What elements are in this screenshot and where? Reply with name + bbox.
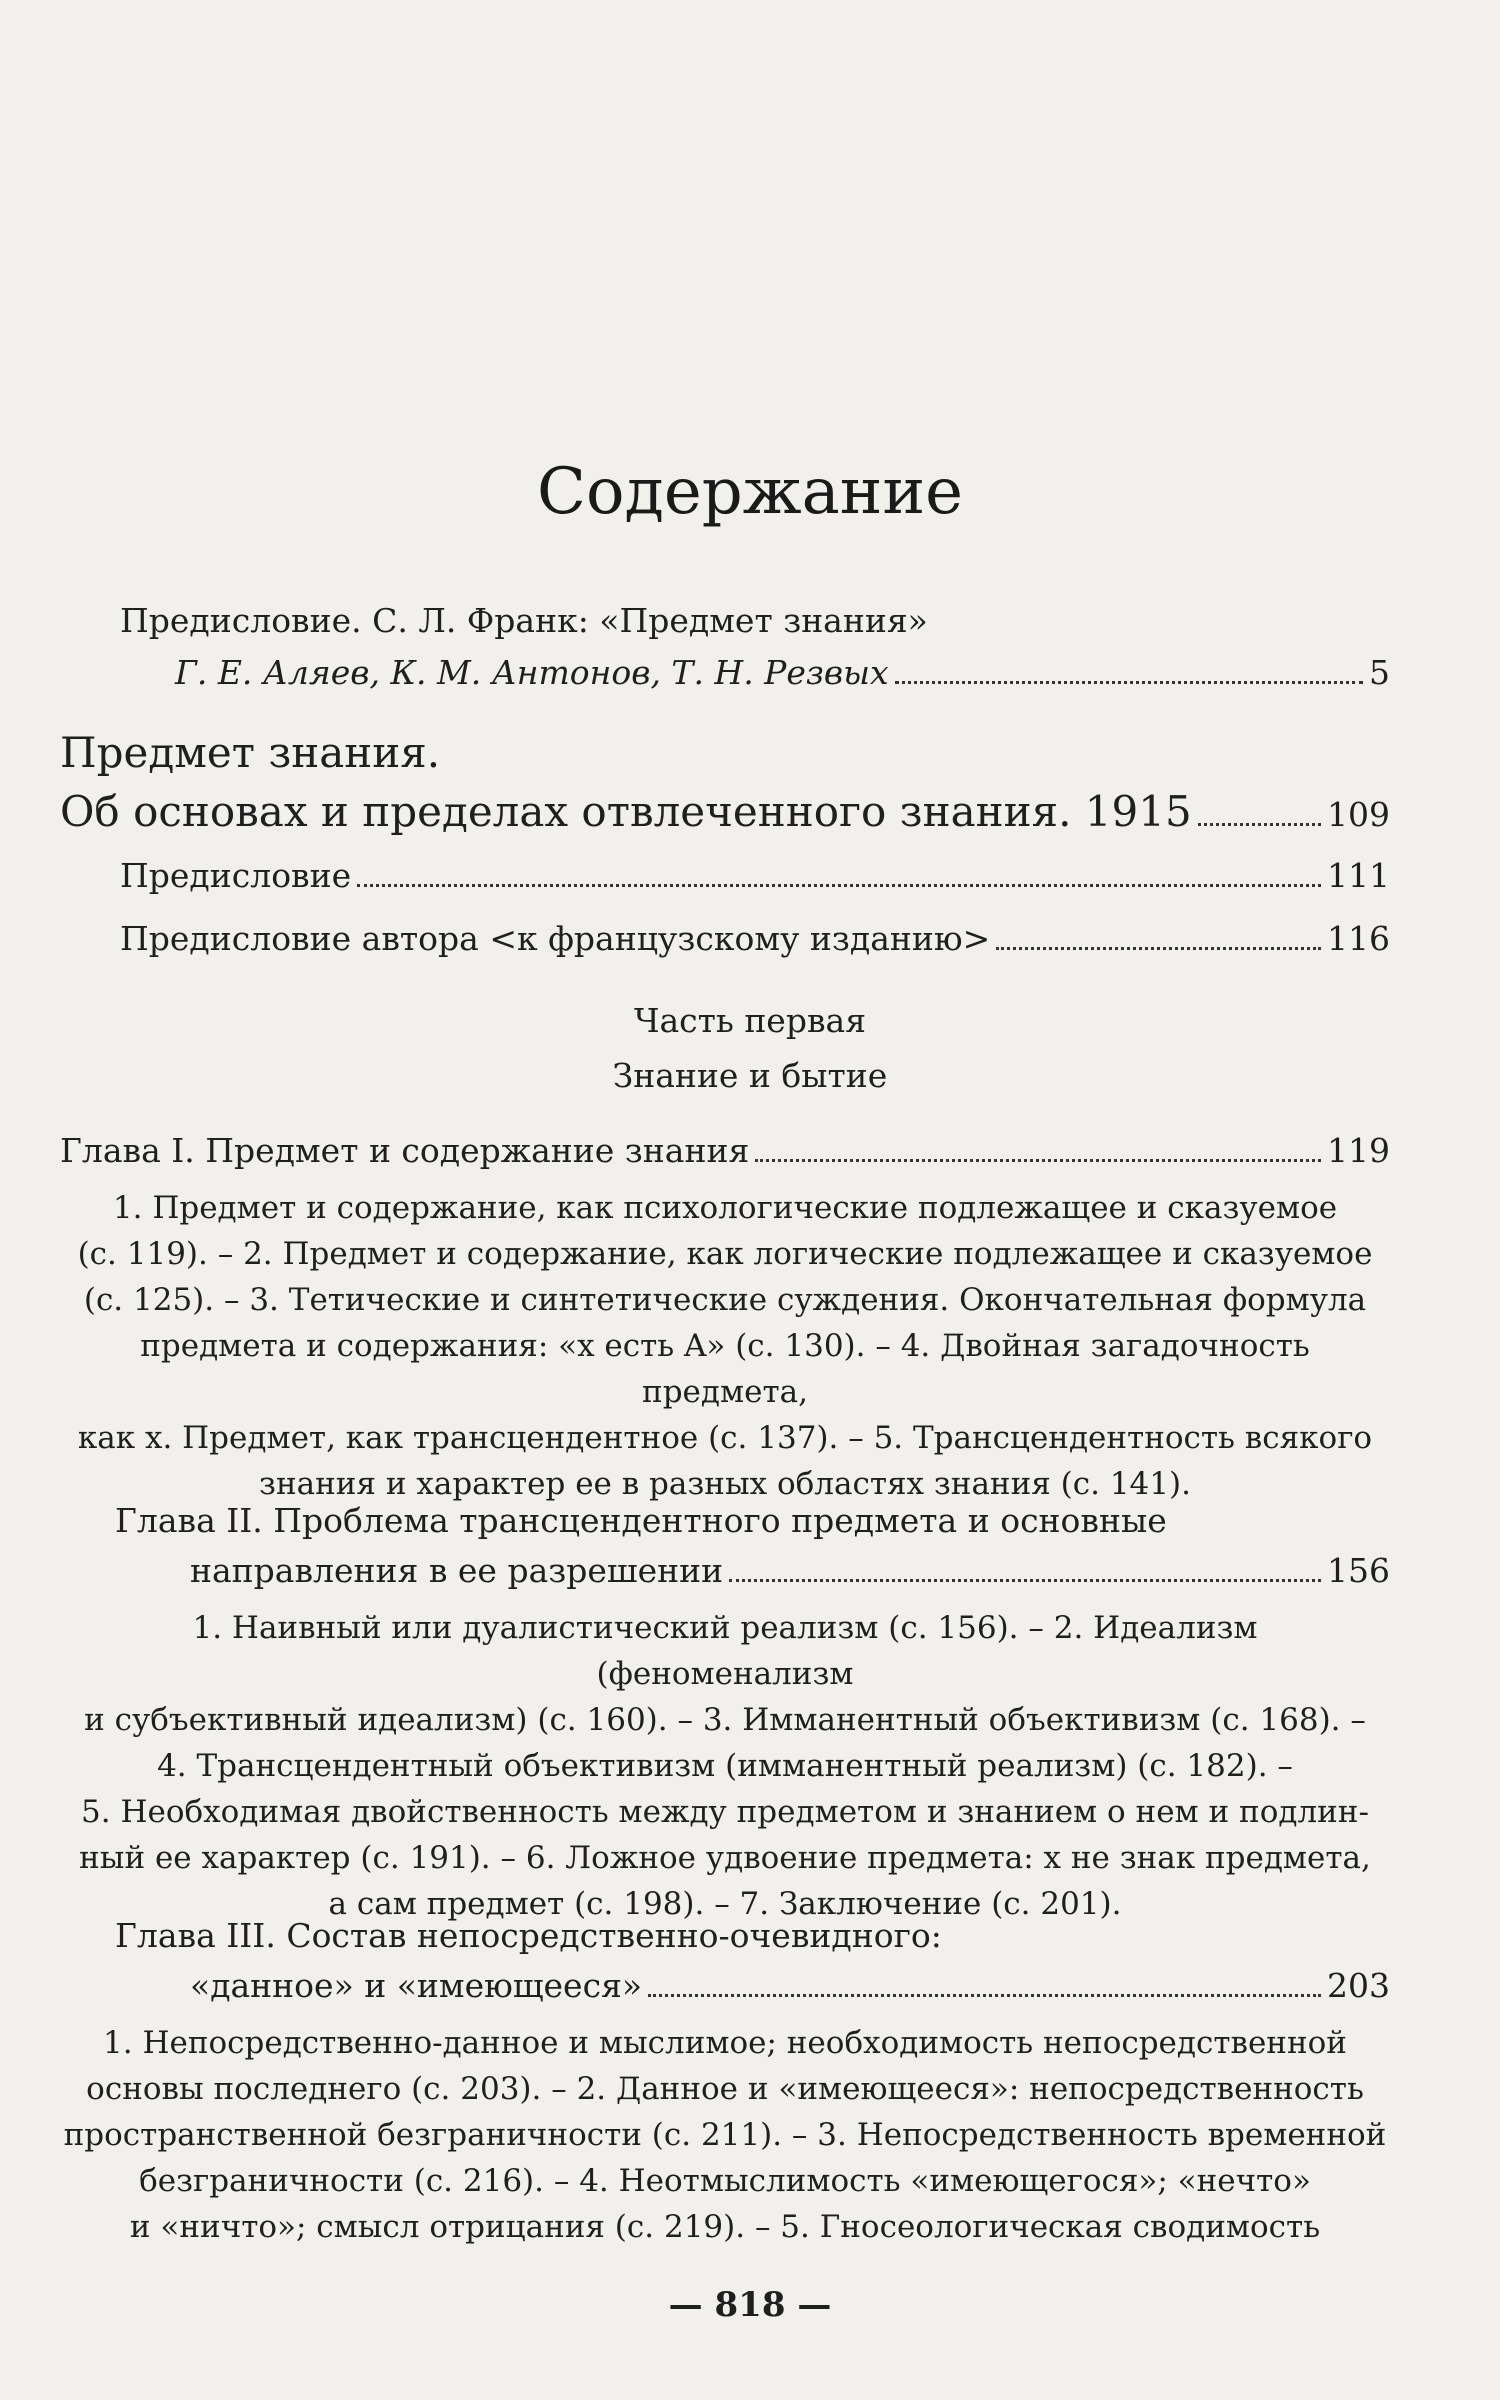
toc-page-number: 111 <box>1327 856 1390 895</box>
summary-line: основы последнего (с. 203). – 2. Данное и «имеющееся»: непосредственность <box>86 2071 1364 2107</box>
toc-chapter-2-label: Глава II. Проблема трансцендентного предмета и основные <box>115 1501 1167 1540</box>
toc-label: направления в ее разрешении <box>190 1551 724 1590</box>
toc-page-number: 116 <box>1327 919 1390 958</box>
toc-page-number: 109 <box>1327 795 1390 834</box>
summary-line: безграничности (с. 216). – 4. Неотмыслимость «имеющегося»; «нечто» <box>139 2163 1311 2199</box>
toc-preface-label: Предисловие. С. Л. Франк: «Предмет знания» <box>120 601 928 640</box>
toc-authors: Г. Е. Аляев, К. М. Антонов, Т. Н. Резвых <box>175 653 889 692</box>
summary-line: и «ничто»; смысл отрицания (с. 219). – 5. Гносеологическая сводимость <box>129 2209 1321 2245</box>
leader-dots <box>648 1994 1321 1997</box>
toc-chapter-3 <box>190 1965 1390 2007</box>
summary-line: 1. Предмет и содержание, как психологические подлежащее и сказуемое <box>112 1190 1338 1226</box>
chapter-1-summary <box>60 1185 1390 1507</box>
toc-label: Предисловие автора <к французскому изданию> <box>120 919 991 958</box>
chapter-2-summary <box>60 1605 1390 1927</box>
summary-line: 1. Наивный или дуалистический реализм (с. 156). – 2. Идеализм (феноменализм <box>192 1610 1258 1692</box>
toc-page-number: 119 <box>1327 1131 1390 1170</box>
summary-line: а сам предмет (с. 198). – 7. Заключение (с. 201). <box>328 1886 1122 1922</box>
summary-line: 4. Трансцендентный объективизм (имманентный реализм) (с. 182). – <box>157 1748 1293 1784</box>
leader-dots <box>729 1579 1321 1582</box>
toc-label: «данное» и «имеющееся» <box>190 1966 643 2005</box>
leader-dots <box>755 1159 1321 1162</box>
toc-author-preface <box>120 918 1390 960</box>
page-number: — 818 — <box>668 2285 832 2325</box>
summary-line: предмета и содержания: «x есть A» (с. 130). – 4. Двойная загадочность предмета, <box>140 1328 1310 1410</box>
toc-preface2 <box>120 855 1390 897</box>
toc-chapter-3-label: Глава III. Состав непосредственно-очевидного: <box>115 1916 942 1955</box>
summary-line: знания и характер ее в разных областях знания (с. 141). <box>259 1466 1191 1502</box>
summary-line: как x. Предмет, как трансцендентное (с. 137). – 5. Трансцендентность всякого <box>77 1420 1373 1456</box>
leader-dots <box>1198 823 1321 826</box>
summary-line: пространственной безграничности (с. 211). – 3. Непосредственность временной <box>63 2117 1387 2153</box>
toc-label: Глава I. Предмет и содержание знания <box>60 1131 750 1170</box>
leader-dots <box>357 884 1321 887</box>
chapter-3-summary <box>60 2020 1390 2250</box>
summary-line: 5. Необходимая двойственность между предметом и знанием о нем и подлин- <box>81 1794 1369 1830</box>
toc-page-number: 203 <box>1327 1966 1390 2005</box>
toc-work-title-2 <box>60 787 1390 840</box>
toc-chapter-1 <box>60 1130 1390 1172</box>
toc-preface-authors <box>175 652 1390 694</box>
summary-line: (с. 119). – 2. Предмет и содержание, как логические подлежащее и сказуемое <box>77 1236 1373 1272</box>
leader-dots <box>996 947 1321 950</box>
toc-part-label: Часть первая <box>633 1001 867 1040</box>
summary-line: ный ее характер (с. 191). – 6. Ложное удвоение предмета: x не знак предмета, <box>79 1840 1371 1876</box>
leader-dots <box>895 681 1363 684</box>
toc-work-subtitle: Об основах и пределах отвлеченного знания. 1915 <box>60 787 1192 836</box>
summary-line: (с. 125). – 3. Тетические и синтетические суждения. Окончательная формула <box>83 1282 1367 1318</box>
toc-label: Предисловие <box>120 856 352 895</box>
page-title: Содержание <box>537 455 963 529</box>
toc-page-number: 5 <box>1369 653 1390 692</box>
summary-line: и субъективный идеализм) (с. 160). – 3. Имманентный объективизм (с. 168). – <box>84 1702 1366 1738</box>
toc-chapter-2 <box>190 1550 1390 1592</box>
toc-page-number: 156 <box>1327 1551 1390 1590</box>
toc-part-name: Знание и бытие <box>612 1056 888 1095</box>
summary-line: 1. Непосредственно-данное и мыслимое; необходимость непосредственной <box>103 2025 1347 2061</box>
toc-work-title-1: Предмет знания. <box>60 728 441 777</box>
